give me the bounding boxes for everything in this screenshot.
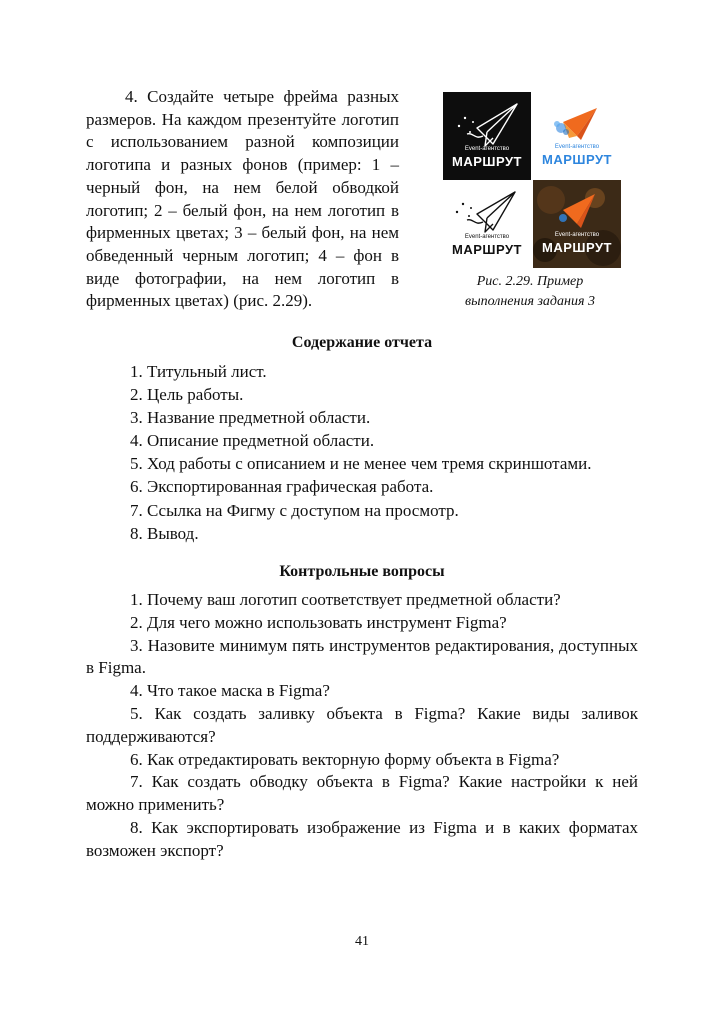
list-item: 7. Ссылка на Фигму с доступом на просмотр.: [130, 500, 459, 520]
list-item: 4. Описание предметной области.: [130, 431, 375, 451]
list-item: 3. Назовите минимум пять инструментов редактирования, доступных в Figma.: [86, 635, 638, 678]
logo-brand-text: МАРШРУТ: [452, 154, 522, 169]
list-item: 7. Как создать обводку объекта в Figma? Какие настройки к ней можно применить?: [86, 772, 638, 815]
questions-heading: Контрольные вопросы: [279, 563, 445, 580]
list-item: 2. Цель работы.: [130, 385, 244, 405]
caption-line-1: Рис. 2.29. Пример: [476, 274, 584, 289]
report-list: [86, 360, 638, 545]
list-item: 5. Ход работы с описанием и не менее чем тремя скриншотами.: [130, 454, 592, 474]
page-number: 41: [355, 934, 369, 949]
logo-brand-text: МАРШРУТ: [542, 240, 612, 255]
logo-agency-text: Event-агентство: [464, 146, 510, 152]
list-item: 2. Для чего можно использовать инструмент Figma?: [130, 612, 507, 632]
list-item: 6. Экспортированная графическая работа.: [130, 477, 434, 497]
logo-frame-white-brand: [533, 92, 621, 180]
list-item: 8. Как экспортировать изображение из Figma и в каких форматах возможен экспорт?: [86, 817, 638, 860]
list-item: 5. Как создать заливку объекта в Figma? Какие виды заливок поддерживаются?: [86, 703, 638, 746]
list-item: 8. Вывод.: [130, 523, 199, 543]
logo-frame-black: [443, 92, 531, 180]
logo-agency-text: Event-агентство: [554, 232, 600, 238]
questions-list: [86, 589, 638, 863]
logo-frame-photo: [533, 180, 621, 268]
list-item: 6. Как отредактировать векторную форму объекта в Figma?: [130, 749, 560, 769]
list-item: 1. Титульный лист.: [130, 362, 267, 381]
task-text: 4. Создайте четыре фрейма разных размеров. На каждом презентуйте логотип с использованием разной композиции логотипа и разных фонов (пример: 1 – черный фон, на нем белой обводкой логотип; 2 – белый фон, на нем логотип в фирменных цветах; 3 – белый фон, на нем обведенный черным логотип; 4 – фон в виде фотографии, на нем логотип в фирменных цветах) (рис. 2.29).: [86, 87, 399, 311]
report-heading: Содержание отчета: [291, 334, 433, 351]
logo-agency-text: Event-агентство: [554, 144, 600, 150]
logo-agency-text: Event-агентство: [464, 234, 510, 240]
task-paragraph: [86, 86, 399, 313]
caption-line-2: выполнения задания 3: [465, 294, 595, 309]
list-item: 4. Что такое маска в Figma?: [130, 681, 330, 701]
list-item: 3. Название предметной области.: [130, 408, 371, 428]
logo-brand-text: МАРШРУТ: [542, 152, 612, 167]
logo-brand-text: МАРШРУТ: [452, 242, 522, 257]
figure-caption: [440, 272, 620, 312]
logo-frame-white-outline: [443, 180, 531, 268]
list-item: 1. Почему ваш логотип соответствует предметной области?: [130, 590, 561, 609]
